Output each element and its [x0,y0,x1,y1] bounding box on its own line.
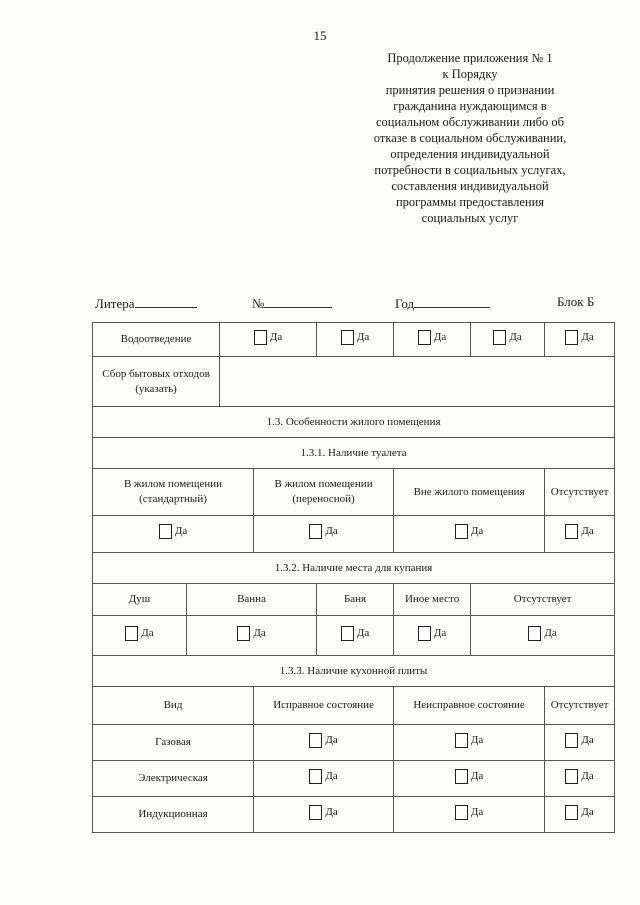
stove-induction-absent[interactable] [545,797,615,833]
litera-field[interactable] [95,294,197,312]
stove-electric-absent[interactable] [545,761,615,797]
checkbox-icon[interactable] [565,805,578,820]
checkbox-label: Да [141,626,154,639]
stove-type-induction: Индукционная [93,797,254,833]
bath-option-other[interactable] [394,616,471,656]
checkbox-icon[interactable] [565,330,578,345]
checkbox-label: Да [325,805,338,818]
stove-electric-working[interactable] [254,761,394,797]
stove-electric-broken[interactable] [394,761,545,797]
checkbox-icon[interactable] [493,330,506,345]
checkbox-label: Да [581,330,594,343]
checkbox-label: Да [325,733,338,746]
stove-row-gas [93,725,615,761]
checkbox-label: Да [470,525,484,537]
appendix-header [338,50,602,226]
checkbox-label: Да [356,330,370,343]
toilet-option-standard[interactable] [93,516,254,553]
checkbox-icon[interactable] [159,524,172,539]
drainage-option-1[interactable] [220,323,317,357]
drainage-option-5[interactable] [545,323,615,357]
stove-induction-broken[interactable] [394,797,545,833]
checkbox-label: Да [581,525,594,537]
checkbox-label: Да [544,626,557,639]
litera-label: Литера [95,296,135,311]
toilet-options-row [93,516,615,553]
bath-option-shower[interactable] [93,616,187,656]
section-row [93,438,615,469]
checkbox-label: Да [253,626,266,639]
checkbox-icon[interactable] [309,524,322,539]
appendix-line: отказе в социальном обслуживании, [373,131,567,145]
bath-col-banya: Баня [317,584,394,616]
checkbox-icon[interactable] [418,330,431,345]
checkbox-label: Да [433,626,447,639]
toilet-col-standard: В жилом помещении (стандартный) [93,469,254,516]
bath-option-absent[interactable] [471,616,615,656]
checkbox-icon[interactable] [125,626,138,641]
toilet-header-row [93,469,615,516]
toilet-col-outside: Вне жилого помещения [394,469,545,516]
housing-form-table [92,322,615,833]
appendix-line: к Порядку [442,67,498,81]
toilet-option-portable[interactable] [254,516,394,553]
appendix-line: социальных услуг [421,211,519,225]
appendix-line: программы предоставления [395,195,545,209]
checkbox-icon[interactable] [309,769,322,784]
stove-col-type: Вид [93,687,254,725]
checkbox-icon[interactable] [565,733,578,748]
checkbox-icon[interactable] [309,733,322,748]
section-row [93,553,615,584]
toilet-col-portable: В жилом помещении (переносной) [254,469,394,516]
page-number: 15 [313,28,327,43]
checkbox-label: Да [356,626,370,639]
section-1-3-3-title: 1.3.3. Наличие кухонной плиты [93,656,615,687]
stove-induction-working[interactable] [254,797,394,833]
stove-gas-working[interactable] [254,725,394,761]
year-blank[interactable] [414,294,490,308]
drainage-option-3[interactable] [394,323,471,357]
section-1-3-1-title: 1.3.1. Наличие туалета [93,438,615,469]
checkbox-label: Да [470,769,484,782]
section-1-3-2-title: 1.3.2. Наличие места для купания [93,553,615,584]
checkbox-icon[interactable] [528,626,541,641]
stove-col-absent: Отсутствует [545,687,615,725]
toilet-option-absent[interactable] [545,516,615,553]
checkbox-label: Да [509,330,522,343]
checkbox-icon[interactable] [309,805,322,820]
checkbox-icon[interactable] [565,524,578,539]
checkbox-label: Да [325,769,338,782]
number-blank[interactable] [264,294,332,308]
stove-row-electric [93,761,615,797]
appendix-line: Продолжение приложения № 1 [387,51,553,65]
drainage-option-4[interactable] [471,323,545,357]
toilet-col-absent: Отсутствует [545,469,615,516]
checkbox-icon[interactable] [341,330,354,345]
checkbox-label: Да [174,525,188,537]
checkbox-icon[interactable] [341,626,354,641]
waste-label: Сбор бытовых отходов (указать) [93,357,220,407]
bath-col-absent: Отсутствует [471,584,615,616]
bath-options-row [93,616,615,656]
appendix-line: определения индивидуальной [390,147,550,161]
appendix-line: принятия решения о признании [385,83,555,97]
bath-col-shower: Душ [93,584,187,616]
checkbox-label: Да [581,733,594,746]
stove-col-working: Исправное состояние [254,687,394,725]
stove-type-electric: Электрическая [93,761,254,797]
checkbox-icon[interactable] [455,769,468,784]
litera-blank[interactable] [135,294,197,308]
checkbox-label: Да [269,330,283,343]
stove-row-induction [93,797,615,833]
checkbox-label: Да [581,769,594,782]
toilet-option-outside[interactable] [394,516,545,553]
checkbox-icon[interactable] [455,733,468,748]
appendix-line: составления индивидуальной [391,179,549,193]
number-field[interactable] [252,294,332,312]
appendix-line: потребности в социальных услугах, [374,163,566,177]
checkbox-icon[interactable] [455,805,468,820]
checkbox-label: Да [581,805,594,818]
section-row [93,656,615,687]
checkbox-icon[interactable] [565,769,578,784]
checkbox-label: Да [433,330,447,343]
appendix-line: гражданина нуждающимся в [393,99,547,113]
number-label: № [252,296,265,311]
section-1-3-title: 1.3. Особенности жилого помещения [93,407,615,438]
waste-input-cell[interactable] [220,357,615,407]
bath-option-bathtub[interactable] [187,616,317,656]
stove-header-row [93,687,615,725]
checkbox-icon[interactable] [254,330,267,345]
drainage-row [93,323,615,357]
checkbox-label: Да [325,525,338,537]
block-label: Блок Б [557,294,595,309]
checkbox-label: Да [470,805,484,818]
checkbox-label: Да [470,733,484,746]
bath-option-banya[interactable] [317,616,394,656]
form-header-line [95,294,608,312]
waste-row [93,357,615,407]
drainage-option-2[interactable] [317,323,394,357]
section-row [93,407,615,438]
stove-type-gas: Газовая [93,725,254,761]
bath-col-other: Иное место [394,584,471,616]
appendix-line: социальном обслуживании либо об [375,115,565,129]
drainage-label: Водоотведение [93,323,220,357]
bath-col-bathtub: Ванна [187,584,317,616]
stove-col-broken: Неисправное состояние [394,687,545,725]
checkbox-icon[interactable] [455,524,468,539]
bath-header-row [93,584,615,616]
checkbox-icon[interactable] [237,626,250,641]
stove-gas-broken[interactable] [394,725,545,761]
stove-gas-absent[interactable] [545,725,615,761]
year-label: Год [395,296,415,311]
checkbox-icon[interactable] [418,626,431,641]
year-field[interactable] [395,294,490,312]
